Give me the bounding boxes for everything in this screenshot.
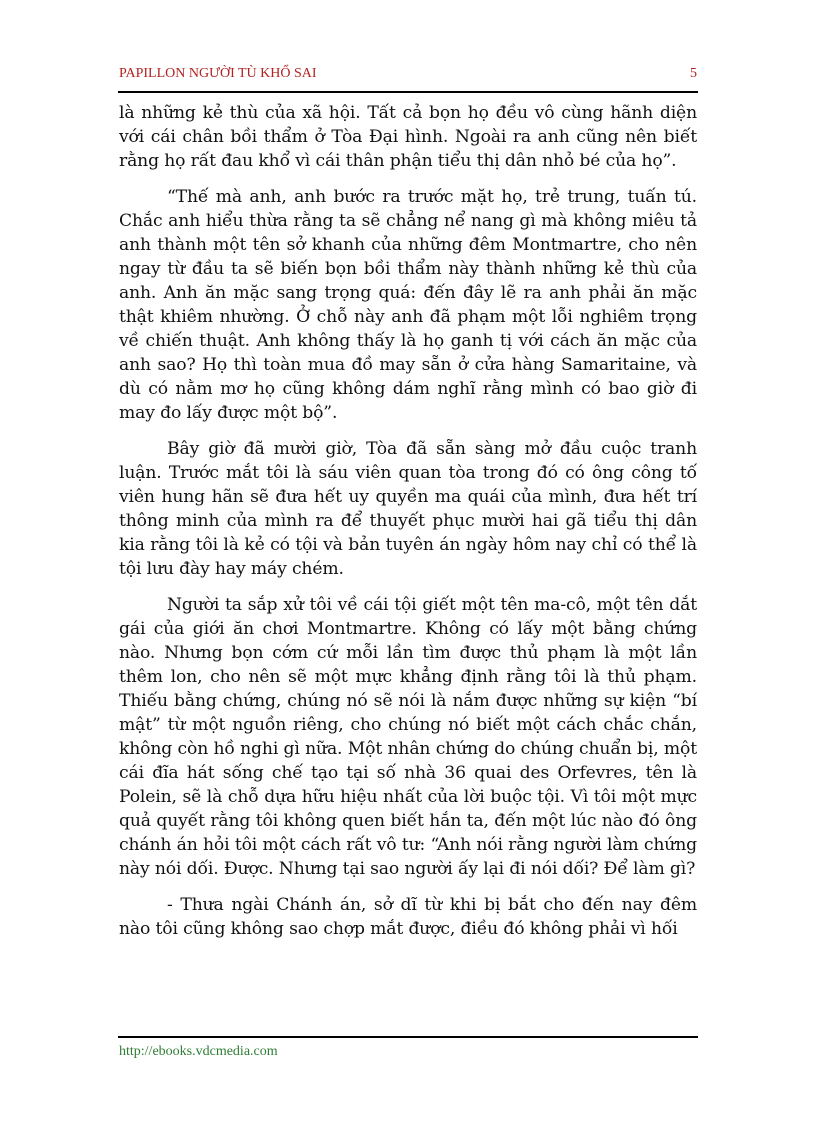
page-number: 5 [690, 66, 697, 81]
header-divider [118, 91, 698, 93]
paragraph-3: Bây giờ đã mười giờ, Tòa đã sẵn sàng mở đầu cuộc tranh luận. Trước mắt tôi là sáu viên quan tòa trong đó có ông công tố viên hung hãn sẽ đưa hết uy quyền ma quái của mình, đưa hết trí thông minh của mình ra để thuyết phục mười hai gã tiểu thị dân kia rằng tôi là kẻ có tội và bản tuyên án ngày hôm nay chỉ có thể là tội lưu đày hay máy chém. [119, 439, 697, 579]
book-title: PAPILLON NGƯỜI TÙ KHỔ SAI [119, 66, 317, 81]
paragraph-5: - Thưa ngài Chánh án, sở dĩ từ khi bị bắt cho đến nay đêm nào tôi cũng không sao chợp mắt được, điều đó không phải vì hối [119, 895, 697, 939]
page-header [119, 64, 697, 86]
paragraph-2: “Thế mà anh, anh bước ra trước mặt họ, trẻ trung, tuấn tú. Chắc anh hiểu thừa rằng ta sẽ chẳng nể nang gì mà không miêu tả anh thành một tên sở khanh của những đêm Montmartre, cho nên ngay từ đầu ta sẽ biến bọn bồi thẩm này thành những kẻ thù của anh. Anh ăn mặc sang trọng quá: đến đây lẽ ra anh phải ăn mặc thật khiêm nhường. Ở chỗ này anh đã phạm một lỗi nghiêm trọng về chiến thuật. Anh không thấy là họ ganh tị với cách ăn mặc của anh sao? Họ thì toàn mua đồ may sẵn ở cửa hàng Samaritaine, và dù có nằm mơ họ cũng không dám nghĩ rằng mình có bao giờ đi may đo lấy được một bộ”. [119, 187, 697, 423]
footer-url-link[interactable]: http://ebooks.vdcmedia.com [119, 1044, 278, 1059]
page-body [119, 101, 697, 953]
paragraph-1: là những kẻ thù của xã hội. Tất cả bọn họ đều vô cùng hãnh diện với cái chân bồi thẩm ở Tòa Đại hình. Ngoài ra anh cũng nên biết rằng họ rất đau khổ vì cái thân phận tiểu thị dân nhỏ bé của họ”. [119, 103, 697, 171]
paragraph-4: Người ta sắp xử tôi về cái tội giết một tên ma-cô, một tên dắt gái của giới ăn chơi Montmartre. Không có lấy một bằng chứng nào. Nhưng bọn cớm cứ mỗi lần tìm được thủ phạm là một lần thêm lon, cho nên sẽ một mực khẳng định rằng tôi là thủ phạm. Thiếu bằng chứng, chúng nó sẽ nói là nắm được những sự kiện “bí mật” từ một nguồn riêng, cho chúng nó biết một cách chắc chắn, không còn hồ nghi gì nữa. Một nhân chứng do chúng chuẩn bị, một cái đĩa hát sống chế tạo tại số nhà 36 quai des Orfevres, tên là Polein, sẽ là chỗ dựa hữu hiệu nhất của lời buộc tội. Vì tôi một mực quả quyết rằng tôi không quen biết hắn ta, đến một lúc nào đó ông chánh án hỏi tôi một cách rất vô tư: “Anh nói rằng người làm chứng này nói dối. Được. Nhưng tại sao người ấy lại đi nói dối? Để làm gì? [119, 595, 697, 879]
footer-divider [118, 1036, 698, 1038]
